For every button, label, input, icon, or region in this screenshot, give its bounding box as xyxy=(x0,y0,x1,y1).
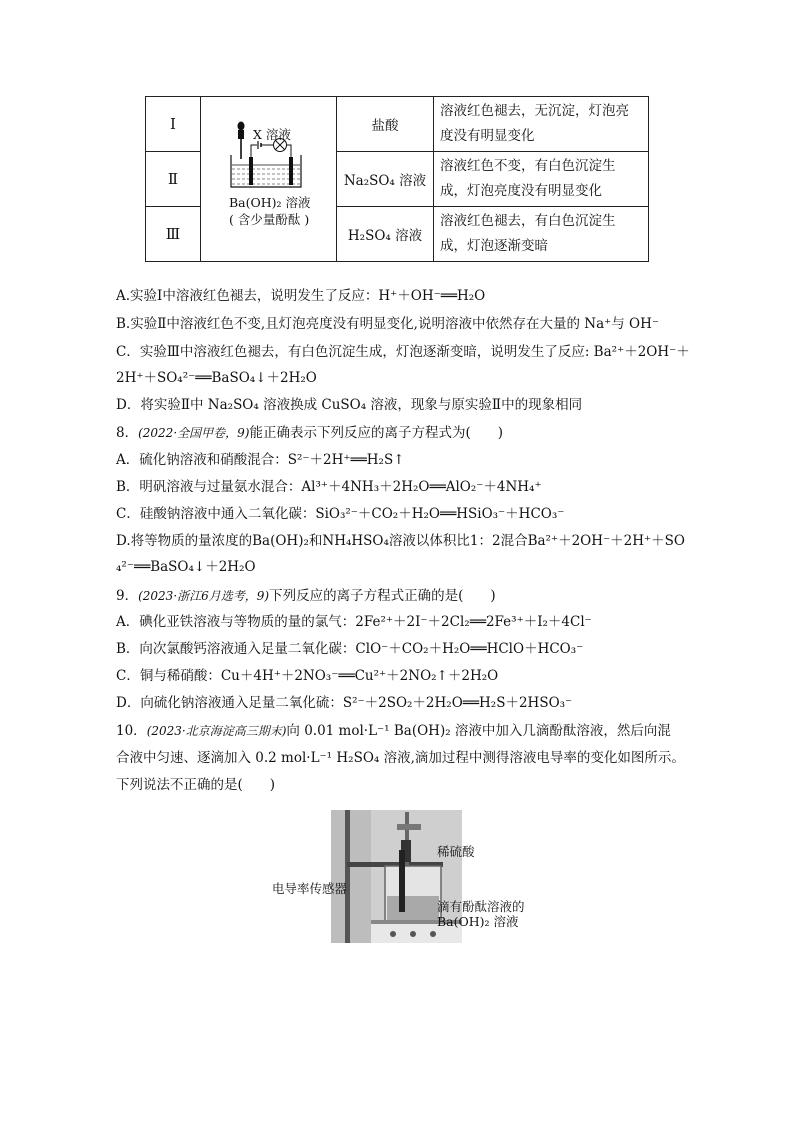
question-text: 能正确表示下列反应的离子方程式为( ) xyxy=(249,425,503,441)
option-a: A.实验Ⅰ中溶液红色褪去，说明发生了反应：H⁺＋OH⁻══H₂O xyxy=(116,288,486,304)
solution-label-line-2: Ba(OH)₂ 溶液 xyxy=(437,914,519,929)
beaker-label: Ba(OH)₂ 溶液 xyxy=(229,195,311,210)
reagent-cell: Na₂SO₄ 溶液 xyxy=(337,152,434,207)
q8-option-d-continued: ₄²⁻══BaSO₄↓＋2H₂O xyxy=(116,559,256,575)
q9-option-b: B．向次氯酸钙溶液通入足量二氧化碳：ClO⁻＋CO₂＋H₂O══HClO＋HCO₃⁻ xyxy=(116,641,584,657)
row-number: Ⅰ xyxy=(146,97,201,152)
observation-cell: 溶液红色褪去，有白色沉淀生成，灯泡逐渐变暗 xyxy=(434,207,649,262)
option-c-continued: 2H⁺＋SO₄²⁻══BaSO₄↓＋2H₂O xyxy=(116,370,317,386)
question-8-stem xyxy=(116,423,503,443)
question-9-stem xyxy=(116,586,496,606)
question-source: (2023·北京海淀高三期末) xyxy=(146,724,287,738)
row-number: Ⅲ xyxy=(146,207,201,262)
question-10-stem xyxy=(116,721,671,741)
row-number: Ⅱ xyxy=(146,152,201,207)
option-b: B.实验Ⅱ中溶液红色不变,且灯泡亮度没有明显变化,说明溶液中依然存在大量的 Na⁺与 OH⁻ xyxy=(116,316,660,332)
solution-label-line-1: 滴有酚酞溶液的 xyxy=(437,899,525,914)
question-text: 下列反应的离子方程式正确的是( ) xyxy=(269,588,496,604)
question-source: (2023·浙江6月选考，9) xyxy=(138,589,270,603)
apparatus-figure-cell xyxy=(201,97,337,262)
q8-option-d: D.将等物质的量浓度的Ba(OH)₂和NH₄HSO₄溶液以体积比1：2混合Ba²⁺＋2OH⁻＋2H⁺＋SO xyxy=(116,533,685,549)
q8-option-a: A．硫化钠溶液和硝酸混合：S²⁻＋2H⁺══H₂S↑ xyxy=(116,452,405,468)
beaker-note: ( 含少量酚酞 ) xyxy=(229,212,310,227)
experiment-table xyxy=(145,96,649,262)
reagent-cell: 盐酸 xyxy=(337,97,434,152)
observation-cell: 溶液红色褪去，无沉淀，灯泡亮度没有明显变化 xyxy=(434,97,649,152)
q9-option-d: D．向硫化钠溶液通入足量二氧化硫：S²⁻＋2SO₂＋2H₂O══H₂S＋2HSO₃⁻ xyxy=(116,695,573,711)
apparatus-drawing xyxy=(201,97,336,263)
question-number: 9． xyxy=(116,588,139,604)
q8-option-b: B．明矾溶液与过量氨水混合：Al³⁺＋4NH₃＋2H₂O══AlO₂⁻＋4NH₄⁺ xyxy=(116,479,542,495)
q9-option-a: A．碘化亚铁溶液与等物质的量的氯气：2Fe²⁺＋2I⁻＋2Cl₂══2Fe³⁺＋I₂＋4Cl⁻ xyxy=(116,614,592,630)
apparatus-figure xyxy=(201,97,336,263)
question-10-line-3: 下列说法不正确的是( ) xyxy=(116,777,276,793)
question-text: 向 0.01 mol·L⁻¹ Ba(OH)₂ 溶液中加入几滴酚酞溶液，然后向混 xyxy=(286,723,671,739)
x-solution-label: X 溶液 xyxy=(253,127,291,142)
q8-option-c: C．硅酸钠溶液中通入二氧化碳：SiO₃²⁻＋CO₂＋H₂O══HSiO₃⁻＋HCO₃⁻ xyxy=(116,506,565,522)
reagent-cell: H₂SO₄ 溶液 xyxy=(337,207,434,262)
question-10-line-2: 合液中匀速、逐滴加入 0.2 mol·L⁻¹ H₂SO₄ 溶液,滴加过程中测得溶液电导率的变化如图所示。 xyxy=(116,750,685,766)
option-d: D．将实验Ⅱ中 Na₂SO₄ 溶液换成 CuSO₄ 溶液，现象与原实验Ⅱ中的现象相同 xyxy=(116,397,583,413)
question-number: 8． xyxy=(116,425,139,441)
dilute-sulfuric-acid-label: 稀硫酸 xyxy=(437,844,475,859)
question-number: 10． xyxy=(116,723,147,739)
conductivity-sensor-label: 电导率传感器 xyxy=(272,881,348,896)
q9-option-c: C．铜与稀硝酸：Cu＋4H⁺＋2NO₃⁻══Cu²⁺＋2NO₂↑＋2H₂O xyxy=(116,668,499,684)
observation-cell: 溶液红色不变，有白色沉淀生成，灯泡亮度没有明显变化 xyxy=(434,152,649,207)
question-source: (2022·全国甲卷，9) xyxy=(138,426,250,440)
table-row xyxy=(146,97,649,152)
option-c: C．实验Ⅲ中溶液红色褪去，有白色沉淀生成，灯泡逐渐变暗，说明发生了反应: Ba²⁺＋2OH⁻＋ xyxy=(116,344,690,360)
